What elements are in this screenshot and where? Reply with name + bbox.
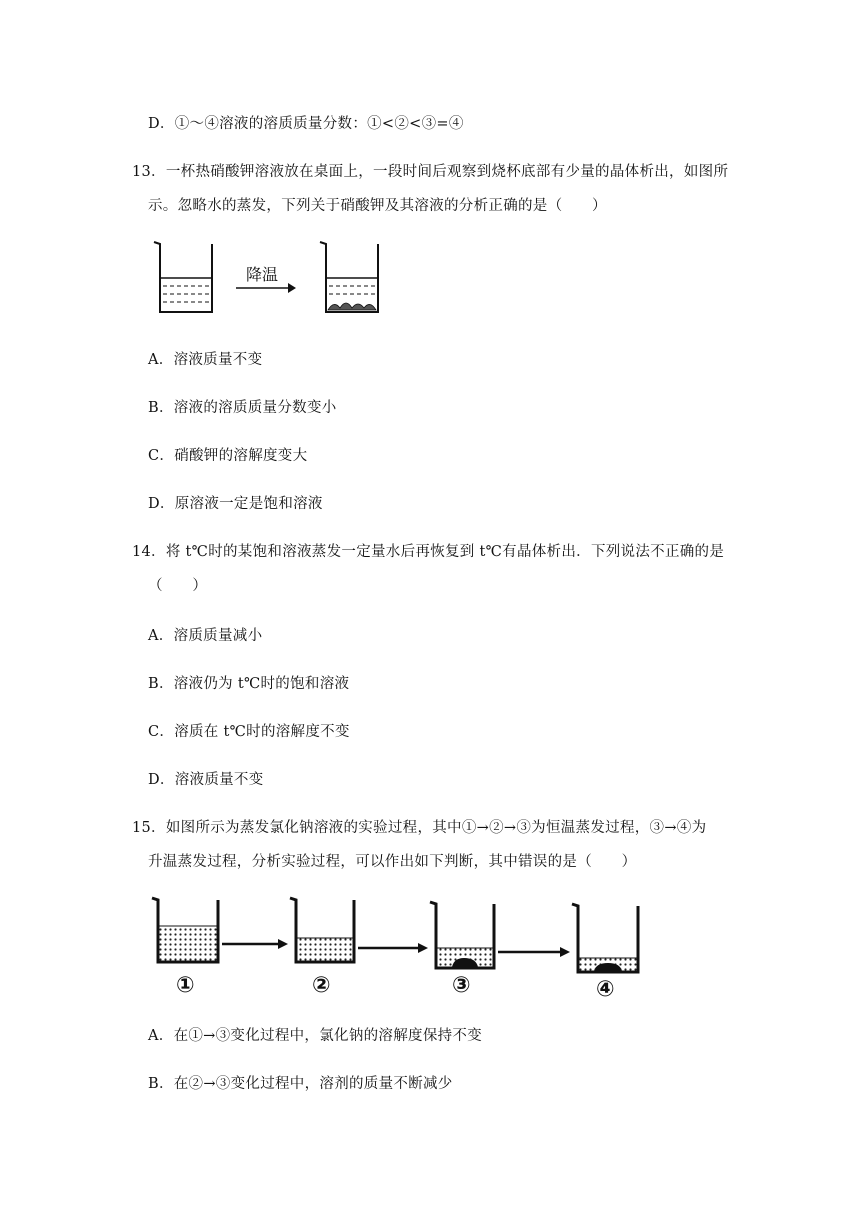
q14-option-a: A．溶质质量减小: [148, 628, 263, 644]
q15-label-2: ②: [312, 973, 331, 998]
q14-stem-line1: 14．将 t℃时的某饱和溶液蒸发一定量水后再恢复到 t℃有晶体析出．下列说法不正确的是: [132, 544, 725, 560]
q12-option-d: D．①～④溶液的溶质质量分数：①<②<③=④: [148, 116, 464, 132]
beaker-3-icon: [430, 902, 494, 968]
q15-evaporation-figure: [148, 892, 658, 998]
beaker-4-icon: [572, 904, 638, 972]
q15-stem-line2: 升温蒸发过程，分析实验过程，可以作出如下判断，其中错误的是（ ）: [148, 854, 637, 870]
arrow-right-icon: [278, 939, 288, 949]
q13-cooling-figure: [150, 238, 390, 322]
q14-option-b: B．溶液仍为 t℃时的饱和溶液: [148, 676, 350, 692]
arrow-right-icon: [418, 943, 428, 953]
arrow-right-icon: [560, 947, 570, 957]
q14-option-d: D．溶液质量不变: [148, 772, 264, 788]
q15-option-a: A．在①→③变化过程中，氯化钠的溶解度保持不变: [148, 1028, 483, 1044]
arrow-right-icon: [236, 283, 296, 293]
q13-option-c: C．硝酸钾的溶解度变大: [148, 448, 308, 464]
q14-option-c: C．溶质在 t℃时的溶解度不变: [148, 724, 350, 740]
q15-label-4: ④: [596, 977, 615, 998]
q13-stem-line2: 示。忽略水的蒸发，下列关于硝酸钾及其溶液的分析正确的是（ ）: [148, 198, 607, 214]
beaker-before-icon: [154, 242, 212, 312]
q14-stem-line2: （ ）: [148, 578, 208, 594]
q13-option-b: B．溶液的溶质质量分数变小: [148, 400, 337, 416]
beaker-after-icon: [320, 242, 378, 312]
q13-figure-label: 降温: [246, 265, 279, 284]
q13-stem-line1: 13．一杯热硝酸钾溶液放在桌面上，一段时间后观察到烧杯底部有少量的晶体析出，如图所: [132, 164, 729, 180]
q15-stem-line1: 15．如图所示为蒸发氯化钠溶液的实验过程，其中①→②→③为恒温蒸发过程，③→④为: [132, 820, 707, 836]
q13-option-a: A．溶液质量不变: [148, 352, 263, 368]
beaker-1-icon: [152, 898, 218, 962]
q15-label-3: ③: [452, 973, 471, 998]
q15-option-b: B．在②→③变化过程中，溶剂的质量不断减少: [148, 1076, 453, 1092]
q15-label-1: ①: [176, 973, 195, 998]
beaker-2-icon: [290, 898, 354, 962]
q13-option-d: D．原溶液一定是饱和溶液: [148, 496, 323, 512]
